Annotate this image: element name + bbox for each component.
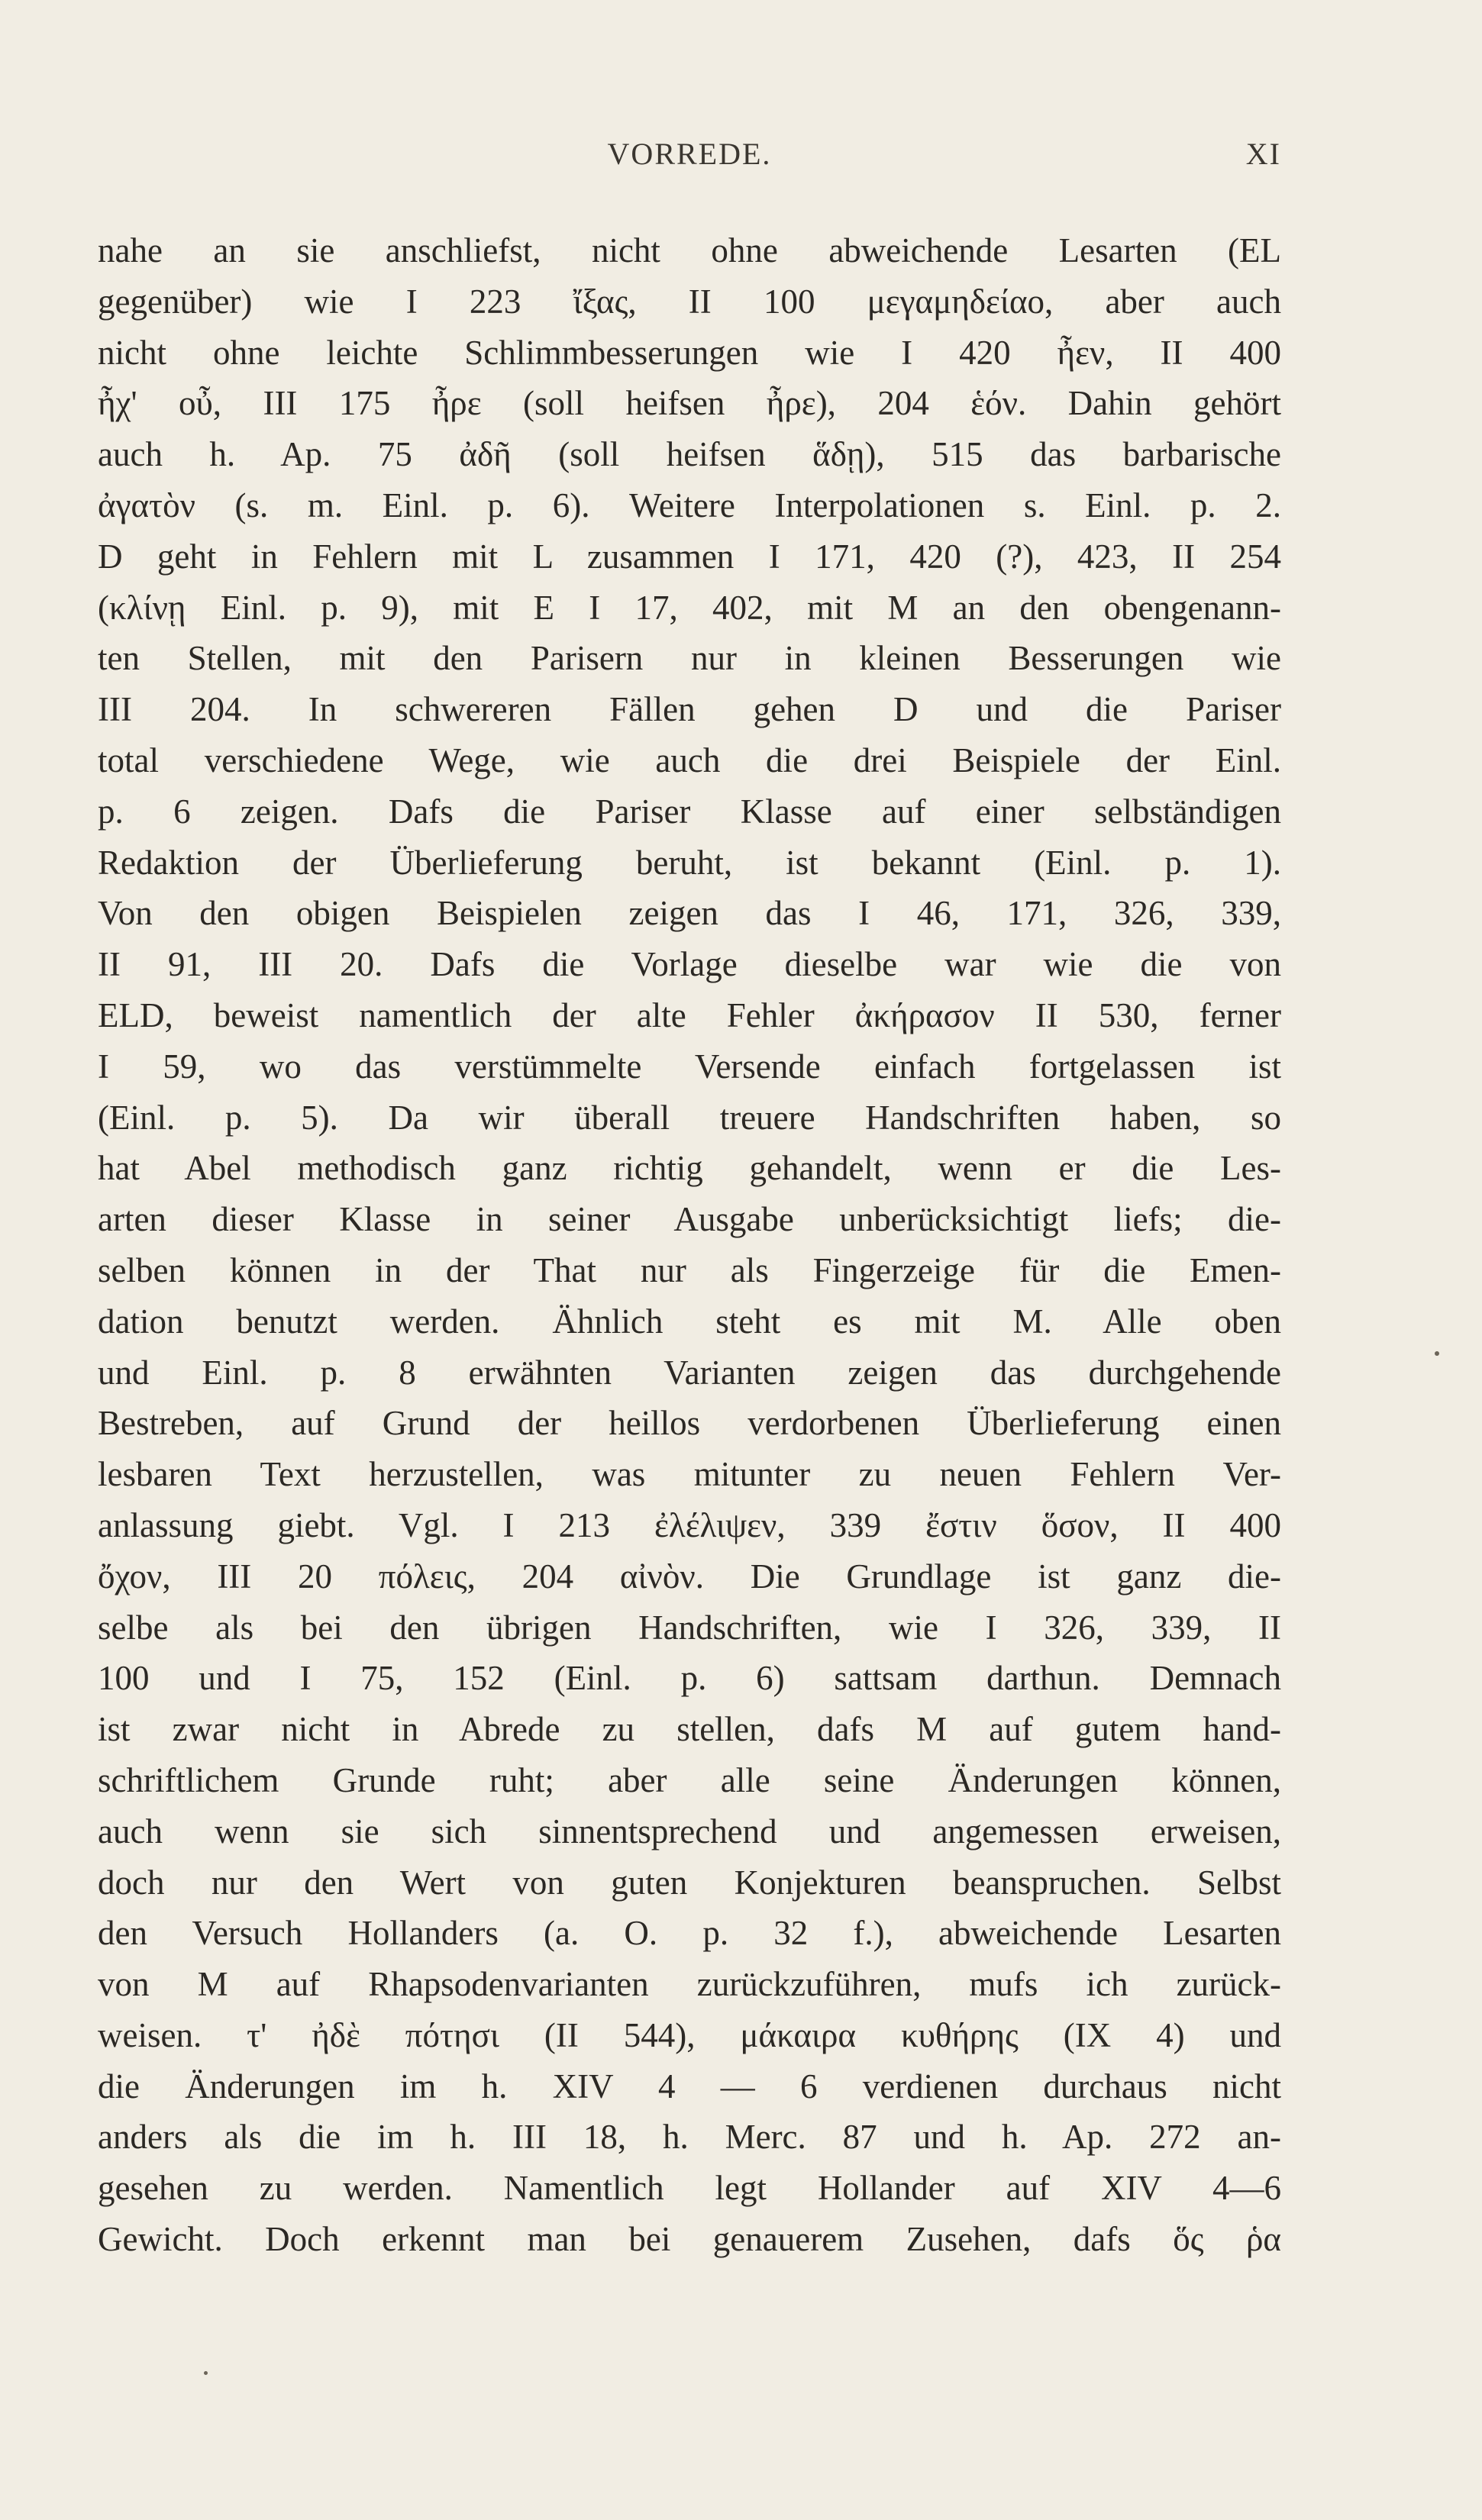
text-line: selben können in der That nur als Fingerzeige für die Emen- — [98, 1250, 1281, 1289]
text-line: anlassung giebt. Vgl. I 213 ἐλέλιψεν, 339 ἔστιν ὅσον, II 400 — [98, 1505, 1281, 1544]
text-line: ἀγατὸν (s. m. Einl. p. 6). Weitere Interpolationen s. Einl. p. 2. — [98, 486, 1281, 524]
text-line: von M auf Rhapsodenvarianten zurückzuführen, mufs ich zurück- — [98, 1965, 1281, 2004]
text-line: auch wenn sie sich sinnentsprechend und angemessen erweisen, — [98, 1812, 1281, 1850]
text-line: II 91, III 20. Dafs die Vorlage dieselbe war wie die von — [98, 945, 1281, 984]
text-line: auch h. Ap. 75 ἀδῆ (soll heifsen ἅδῃ), 515 das barbarische — [98, 435, 1281, 474]
running-head-title: VORREDE. — [607, 137, 772, 171]
text-line: gegenüber) wie I 223 ἴξας, II 100 μεγαμηδείαο, aber auch — [98, 282, 1281, 321]
body-text — [98, 225, 1281, 2265]
text-line: dation benutzt werden. Ähnlich steht es mit M. Alle oben — [98, 1302, 1281, 1341]
text-line: die Änderungen im h. XIV 4 — 6 verdienen durchaus nicht — [98, 2067, 1281, 2105]
text-line: (Einl. p. 5). Da wir überall treuere Handschriften haben, so — [98, 1098, 1281, 1137]
text-line: gesehen zu werden. Namentlich legt Hollander auf XIV 4—6 — [98, 2169, 1281, 2208]
text-line: I 59, wo das verstümmelte Versende einfach fortgelassen ist — [98, 1047, 1281, 1086]
text-line: ELD, beweist namentlich der alte Fehler ἀκήρασον II 530, ferner — [98, 995, 1281, 1034]
text-line: Bestreben, auf Grund der heillos verdorbenen Überlieferung einen — [98, 1404, 1281, 1443]
text-line: anders als die im h. III 18, h. Merc. 87 und h. Ap. 272 an- — [98, 2118, 1281, 2157]
text-line: ist zwar nicht in Abrede zu stellen, dafs M auf gutem hand- — [98, 1710, 1281, 1749]
text-line: weisen. τ' ἠδὲ πότησι (II 544), μάκαιρα κυθήρης (IX 4) und — [98, 2015, 1281, 2054]
text-line: ὄχον, III 20 πόλεις, 204 αἰνὸν. Die Grundlage ist ganz die- — [98, 1557, 1281, 1596]
text-line: doch nur den Wert von guten Konjekturen beanspruchen. Selbst — [98, 1863, 1281, 1902]
text-line: nahe an sie anschliefst, nicht ohne abweichende Lesarten (EL — [98, 231, 1281, 269]
text-line: p. 6 zeigen. Dafs die Pariser Klasse auf einer selbständigen — [98, 792, 1281, 831]
text-line: arten dieser Klasse in seiner Ausgabe unberücksichtigt liefs; die- — [98, 1200, 1281, 1239]
ink-speck — [204, 2371, 208, 2375]
text-line: selbe als bei den übrigen Handschriften, wie I 326, 339, II — [98, 1608, 1281, 1647]
text-line: nicht ohne leichte Schlimmbesserungen wie I 420 ἦεν, II 400 — [98, 333, 1281, 372]
ink-speck — [1435, 1351, 1439, 1356]
page-number: XI — [1245, 137, 1281, 171]
text-line: 100 und I 75, 152 (Einl. p. 6) sattsam darthun. Demnach — [98, 1659, 1281, 1698]
text-line: total verschiedene Wege, wie auch die drei Beispiele der Einl. — [98, 741, 1281, 779]
text-line: Gewicht. Doch erkennt man bei genauerem Zusehen, dafs ὅς ῥα — [98, 2220, 1281, 2259]
text-line: Von den obigen Beispielen zeigen das I 46, 171, 326, 339, — [98, 894, 1281, 933]
text-line: lesbaren Text herzustellen, was mitunter zu neuen Fehlern Ver- — [98, 1455, 1281, 1494]
text-line: ἦχ' οὖ, III 175 ἦρε (soll heifsen ἦρε), 204 ἑόν. Dahin gehört — [98, 384, 1281, 423]
running-head — [98, 136, 1281, 179]
text-line: Redaktion der Überlieferung beruht, ist bekannt (Einl. p. 1). — [98, 843, 1281, 882]
text-line: und Einl. p. 8 erwähnten Varianten zeigen das durchgehende — [98, 1353, 1281, 1392]
text-line: (κλίνῃ Einl. p. 9), mit E I 17, 402, mit M an den obengenann- — [98, 588, 1281, 627]
text-line: III 204. In schwereren Fällen gehen D und die Pariser — [98, 690, 1281, 729]
text-line: hat Abel methodisch ganz richtig gehandelt, wenn er die Les- — [98, 1149, 1281, 1188]
text-line: ten Stellen, mit den Parisern nur in kleinen Besserungen wie — [98, 639, 1281, 678]
text-line: schriftlichem Grunde ruht; aber alle seine Änderungen können, — [98, 1760, 1281, 1799]
text-line: D geht in Fehlern mit L zusammen I 171, 420 (?), 423, II 254 — [98, 537, 1281, 576]
text-line: den Versuch Hollanders (a. O. p. 32 f.), abweichende Lesarten — [98, 1914, 1281, 1953]
